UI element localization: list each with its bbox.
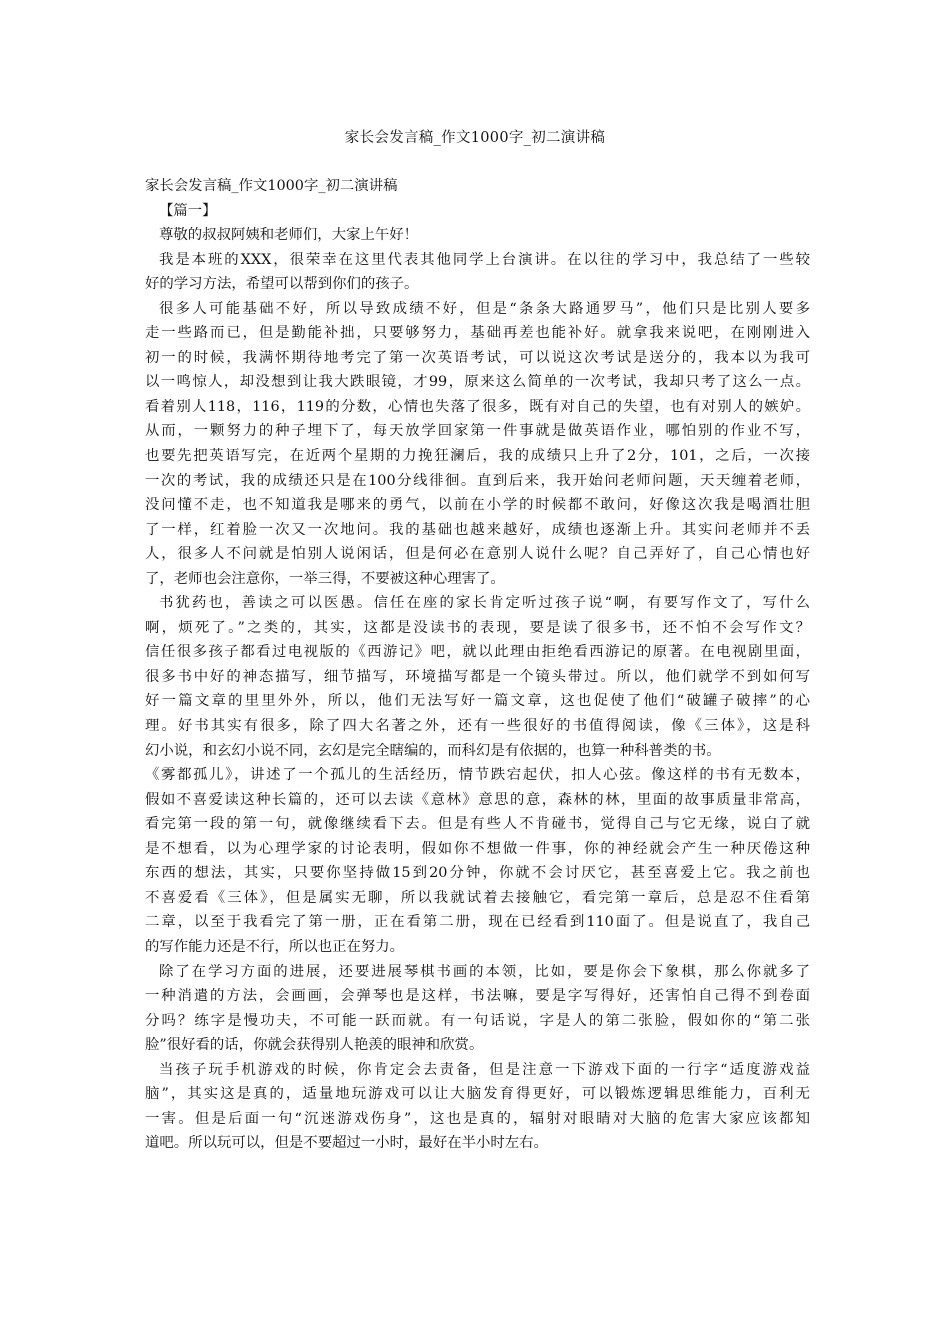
paragraph-line: 一种消遣的方法，会画画，会弹琴也是这样，书法嘛，要是字写得好，还害怕自己得不到卷面 (145, 988, 810, 1005)
paragraph-line: 是不想看，以为心理学家的讨论表明，假如你不想做一件事，你的神经就会产生一种厌倦这种 (145, 840, 810, 857)
paragraph-line: 脸”很好看的话，你就会获得别人艳羡的眼神和欣赏。 (145, 1037, 484, 1054)
paragraph-line: 东西的想法，其实，只要你坚持做15到20分钟，你就不会讨厌它，甚至喜爱上它。我之前也 (145, 865, 810, 882)
paragraph-line: 脑”，其实这是真的，适量地玩游戏可以让大脑发育得更好，可以锻炼逻辑思维能力，百利无 (145, 1086, 810, 1103)
paragraph-line: 道吧。所以玩可以，但是不要超过一小时，最好在半小时左右。 (145, 1135, 548, 1152)
paragraph-line: 的写作能力还是不行，所以也正在努力。 (145, 938, 405, 955)
paragraph-line: 信任很多孩子都看过电视版的《西游记》吧，就以此理由拒绝看西游记的原著。在电视剧里面， (145, 644, 810, 661)
document-body (145, 174, 810, 1156)
paragraph-line: 以一鸣惊人，却没想到让我大跌眼镜，才99，原来这么简单的一次考试，我却只考了这么一点。 (145, 374, 810, 391)
paragraph-line: 看完第一段的第一句，就像继续看下去。但是有些人不肯碰书，觉得自己与它无缘，说白了就 (145, 816, 810, 833)
paragraph-line: 好一篇文章的里里外外，所以，他们无法写好一篇文章，这也促使了他们“破罐子破摔”的心 (145, 693, 810, 710)
paragraph-line: 了一样，红着脸一次又一次地问。我的基础也越来越好，成绩也逐渐上升。其实问老师并不丢 (145, 521, 810, 538)
paragraph-line: 一害。但是后面一句“沉迷游戏伤身”，这也是真的，辐射对眼睛对大脑的危害大家应该都知 (145, 1110, 810, 1127)
paragraph-line: 也要先把英语写完，在近两个星期的力挽狂澜后，我的成绩只上升了2分，101，之后，一次接 (145, 448, 810, 465)
document-subtitle: 家长会发言稿_作文1000字_初二演讲稿 (145, 178, 398, 194)
paragraph-line: 很多书中好的神态描写，细节描写，环境描写都是一个镜头带过。所以，他们就学不到如何写 (145, 668, 810, 685)
paragraph-line: 当孩子玩手机游戏的时候，你肯定会去责备，但是注意一下游戏下面的一行字“适度游戏益 (159, 1061, 810, 1078)
paragraph-line: 人，很多人不问就是怕别人说闲话，但是何必在意别人说什么呢？自己弄好了，自己心情也好 (145, 546, 810, 563)
paragraph-line: 从而，一颗努力的种子埋下了，每天放学回家第一件事就是做英语作业，哪怕别的作业不写， (145, 423, 810, 440)
paragraph-line: 幻小说，和玄幻小说不同，玄幻是完全瞎编的，而科幻是有依据的，也算一种科普类的书。 (145, 742, 721, 759)
paragraph-line: 不喜爱看《三体》，但是属实无聊，所以我就试着去接触它，看完第一章后，总是忍不住看第 (145, 889, 810, 906)
paragraph-line: 分吗？练字是慢功夫，不可能一跃而就。有一句话说，字是人的第二张脸，假如你的“第二张 (145, 1012, 810, 1029)
paragraph-line: 《雾都孤儿》，讲述了一个孤儿的生活经历，情节跌宕起伏，扣人心弦。像这样的书有无数本， (145, 767, 810, 784)
paragraph-line: 二章，以至于我看完了第一册，正在看第二册，现在已经看到110面了。但是说直了，我自己 (145, 914, 810, 931)
paragraph-line: 看着别人118，116，119的分数，心情也失落了很多，既有对自己的失望，也有对别人的嫉妒。 (145, 398, 810, 415)
paragraph-line: 了，老师也会注意你，一举三得，不要被这种心理害了。 (145, 570, 505, 587)
paragraph-line: 除了在学习方面的进展，还要进展琴棋书画的本领，比如，要是你会下象棋，那么你就多了 (159, 963, 810, 980)
paragraph-line: 尊敬的叔叔阿姨和老师们，大家上午好！ (159, 227, 419, 244)
section-label: 【篇一】 (159, 202, 217, 219)
paragraph-line: 很多人可能基础不好，所以导致成绩不好，但是“条条大路通罗马”，他们只是比别人要多 (159, 300, 810, 317)
document-title: 家长会发言稿_作文1000字_初二演讲稿 (344, 130, 606, 146)
paragraph-line: 理。好书其实有很多，除了四大名著之外，还有一些很好的书值得阅读，像《三体》，这是科 (145, 718, 810, 735)
paragraph-line: 初一的时候，我满怀期待地考完了第一次英语考试，可以说这次考试是送分的，我本以为我可 (145, 349, 810, 366)
paragraph-line: 一次的考试，我的成绩还只是在100分线徘徊。直到后来，我开始问老师问题，天天缠着老师， (145, 472, 810, 489)
paragraph-line: 我是本班的XXX，很荣幸在这里代表其他同学上台演讲。在以往的学习中，我总结了一些较 (159, 251, 810, 268)
paragraph-line: 好的学习方法，希望可以帮到你们的孩子。 (145, 276, 419, 293)
paragraph-line: 走一些路而已，但是勤能补拙，只要够努力，基础再差也能补好。就拿我来说吧，在刚刚进入 (145, 325, 810, 342)
paragraph-line: 没问懂不走，也不知道我是哪来的勇气，以前在小学的时候都不敢问，好像这次我是喝酒壮胆 (145, 497, 810, 514)
paragraph-line: 啊，烦死了。”之类的，其实，这都是没读书的表现，要是读了很多书，还不怕不会写作文？ (145, 619, 810, 636)
paragraph-line: 书犹药也，善读之可以医愚。信任在座的家长肯定听过孩子说“啊，有要写作文了，写什么 (159, 595, 810, 612)
paragraph-line: 假如不喜爱读这种长篇的，还可以去读《意林》意思的意，森林的林，里面的故事质量非常高， (145, 791, 810, 808)
